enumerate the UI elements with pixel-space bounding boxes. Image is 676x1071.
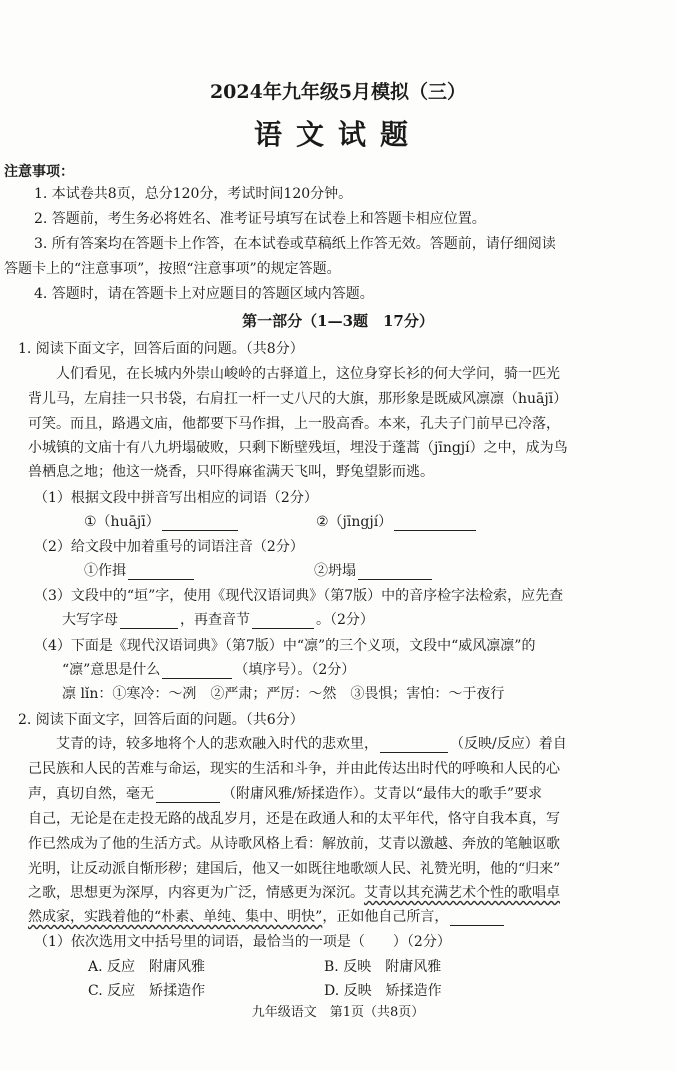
q1-sub3-pre: 大写字母 (62, 612, 118, 628)
q1-sub4-pre: “凛”意思是什么 (62, 662, 161, 678)
part1-heading: 第一部分（1—3题 17分） (242, 312, 434, 330)
page-footer: 九年级语文 第1页（共8页） (251, 1005, 425, 1020)
q1-sub1: （1）根据文段中拼音写出相应的词语（2分） (34, 490, 318, 506)
q1-passage-line: 背儿马，左肩挂一只书袋，右肩扛一杆一丈八尺的大旗，那形象是既威风凛凛（huājī） (28, 391, 568, 407)
q1-sub4-end: （填序号）。（2分） (234, 662, 356, 678)
exam-title: 2024年九年级5月模拟（三） (209, 81, 467, 103)
option-c[interactable]: C. 反应 矫揉造作 (88, 983, 206, 999)
answer-blank[interactable] (394, 516, 476, 531)
q1-sub1-a (84, 513, 240, 531)
option-d[interactable]: D. 反映 矫揉造作 (324, 983, 442, 999)
q1-sub1-b (316, 513, 478, 531)
q1-sub1-b-label: ②（jīngjí） (316, 514, 393, 530)
q2-passage-line (28, 884, 560, 902)
q2-p8-end: ，正如他自己所言， (322, 909, 449, 925)
answer-blank[interactable] (252, 614, 314, 629)
q2-p8-wavy: 然成家，实践着他的“朴素、单纯、集中、明快” (28, 909, 323, 925)
answer-blank[interactable] (450, 911, 504, 926)
q2-passage-line: 自己，无论是在走投无路的战乱岁月，还是在政通人和的太平年代，恪守自我本真，写 (28, 811, 560, 827)
q2-p1-pre: 艾青的诗，较多地将个人的悲欢融入时代的悲欢里， (56, 736, 378, 752)
notice-item: 2. 答题前，考生务必将姓名、准考证号填写在试卷上和答题卡相应位置。 (34, 211, 486, 227)
q2-passage-line: 光明，让反动派自惭形秽；建国后，他又一如既往地歌颂人民、礼赞光明，他的“归来” (28, 861, 561, 877)
answer-blank[interactable] (358, 565, 432, 580)
answer-blank[interactable] (162, 516, 238, 531)
q2-p1-end: （反映/反应）着自 (450, 736, 567, 752)
q1-sub3-end: 。（2分） (316, 612, 374, 628)
notice-item: 4. 答题时，请在答题卡上对应题目的答题区域内答题。 (34, 286, 374, 302)
notice-heading: 注意事项： (4, 164, 74, 180)
q2-p7-wavy: 艾青以其充满艺术个性的歌唱卓 (364, 885, 560, 901)
option-a[interactable]: A. 反应 附庸风雅 (88, 959, 206, 975)
q1-sub3-line1: （3）文段中的“垣”字，使用《现代汉语词典》（第7版）中的音序检字法检索，应先查 (34, 588, 564, 604)
q2-p7-text: 之歌，思想更为深厚，内容更为广泛，情感更为深沉。 (28, 885, 364, 901)
option-b[interactable]: B. 反映 附庸风雅 (324, 959, 442, 975)
q2-passage-line (28, 908, 506, 926)
q1-passage-line: 人们看见，在长城内外崇山峻岭的古驿道上，这位身穿长衫的何大学问，骑一匹光 (56, 366, 560, 382)
q1-sub2-a (84, 562, 196, 580)
q1-passage-line: 兽栖息之地；他这一烧香，只吓得麻雀满天飞叫，野兔望影而逃。 (28, 464, 434, 480)
q2-p3-end: （附庸风雅/矫揉造作）。艾青以“最伟大的歌手”要求 (222, 786, 543, 802)
q1-passage-line: 小城镇的文庙十有八九坍塌破败，只剩下断壁残垣，埋没于蓬蒿（jīngjí）之中，成为鸟 (28, 440, 568, 456)
subject-title: 语文试题 (253, 118, 422, 151)
notice-item: 答题卡上的“注意事项”，按照“注意事项”的规定答题。 (4, 261, 341, 277)
q2-passage-line (56, 735, 567, 753)
q2-passage-line: 作已然成为了他的生活方式。从诗歌风格上看：解放前，艾青以激越、奔放的笔触讴歌 (28, 836, 560, 852)
q1-sub4-line2 (62, 661, 355, 679)
q1-sub4-line1: （4）下面是《现代汉语词典》（第7版）中“凛”的三个义项，文段中“威风凛凛”的 (34, 638, 536, 654)
q1-sub1-a-label: ①（huājī） (84, 514, 160, 530)
answer-blank[interactable] (380, 738, 448, 753)
answer-blank[interactable] (120, 614, 178, 629)
q2-sub1: （1）依次选用文中括号里的词语，最恰当的一项是（ ）（2分） (34, 934, 451, 950)
q2-passage-line: 己民族和人民的苦难与命运，现实的生活和斗争，并由此传达出时代的呼唤和人民的心 (28, 761, 560, 777)
q1-stem: 1. 阅读下面文字，回答后面的问题。（共8分） (18, 341, 304, 357)
answer-blank[interactable] (162, 664, 232, 679)
q2-passage-line (28, 785, 542, 803)
q1-passage-line: 可笑。而且，路遇文庙，他都要下马作揖，上一股高香。本来，孔夫子门前早已冷落， (28, 416, 560, 432)
q1-sub2: （2）给文段中加着重号的词语注音（2分） (34, 539, 304, 555)
q1-sub3-mid: ，再查音节 (180, 612, 250, 628)
q1-sub3-line2 (62, 611, 374, 629)
q1-sub4-definition: 凛 lǐn：①寒冷：～冽 ②严肃；严厉：～然 ③畏惧；害怕：～于夜行 (62, 686, 505, 702)
notice-item: 3. 所有答案均在答题卡上作答，在本试卷或草稿纸上作答无效。答题前，请仔细阅读 (34, 236, 556, 252)
notice-item: 1. 本试卷共8页，总分120分，考试时间120分钟。 (34, 186, 353, 202)
q2-stem: 2. 阅读下面文字，回答后面的问题。（共6分） (18, 712, 304, 728)
q1-sub2-b-label: ②坍塌 (314, 563, 356, 579)
answer-blank[interactable] (156, 788, 220, 803)
q1-sub2-b (314, 562, 434, 580)
answer-blank[interactable] (128, 565, 194, 580)
q1-sub2-a-label: ①作揖 (84, 563, 126, 579)
q2-p3-pre: 声，真切自然，毫无 (28, 786, 154, 802)
